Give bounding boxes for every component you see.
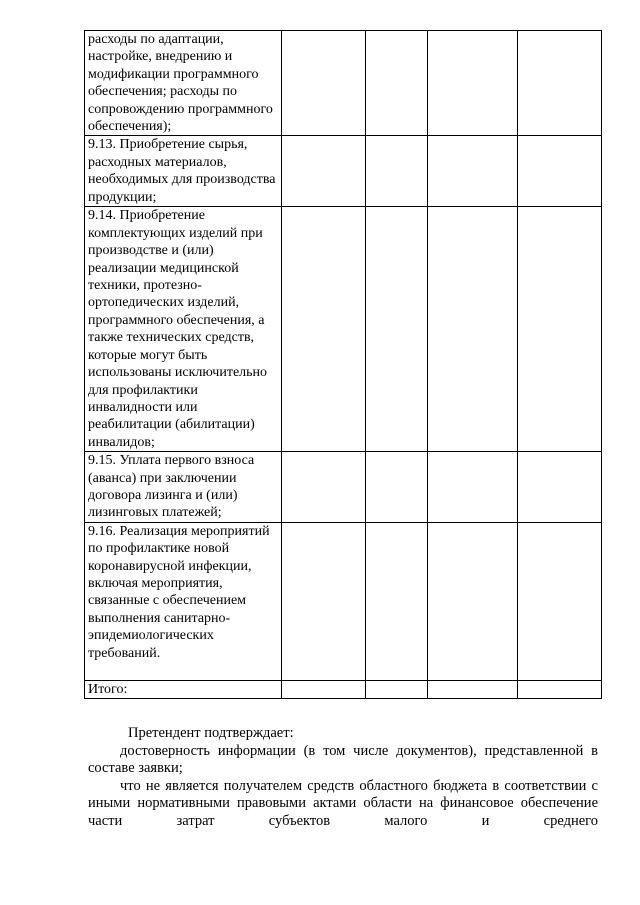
table-cell bbox=[428, 452, 518, 523]
table-cell bbox=[366, 31, 428, 136]
table-cell bbox=[366, 452, 428, 523]
table-row bbox=[85, 452, 602, 523]
table-cell bbox=[428, 522, 518, 680]
table-cell bbox=[518, 31, 602, 136]
table-row bbox=[85, 31, 602, 136]
table-cell bbox=[428, 136, 518, 207]
table-cell bbox=[366, 207, 428, 452]
expenses-table bbox=[84, 30, 602, 699]
table-row-total bbox=[85, 680, 602, 698]
table-cell bbox=[282, 136, 366, 207]
table-cell bbox=[282, 452, 366, 523]
table-cell bbox=[428, 680, 518, 698]
row-label: 9.13. Приобретение сырья, расходных материалов, необходимых для производства продукции; bbox=[85, 136, 282, 207]
table-cell bbox=[428, 207, 518, 452]
total-label: Итого: bbox=[85, 680, 282, 698]
table-row bbox=[85, 522, 602, 680]
declaration-item: что не является получателем средств областного бюджета в соответствии с иными нормативными правовыми актами области на финансовое обеспечение части затрат субъектов малого и среднего bbox=[88, 777, 598, 829]
table-cell bbox=[518, 452, 602, 523]
row-label: 9.16. Реализация мероприятий по профилактике новой коронавирусной инфекции, включая мероприятия, связанные с обеспечением выполнения санитарно-эпидемиологических требований. bbox=[85, 522, 282, 680]
table-cell bbox=[282, 31, 366, 136]
table-cell bbox=[282, 522, 366, 680]
table-cell bbox=[282, 680, 366, 698]
table-cell bbox=[518, 207, 602, 452]
row-label: 9.14. Приобретение комплектующих изделий при производстве и (или) реализации медицинской техники, протезно-ортопедических изделий, программного обеспечения, а также технических средств, которые могут быть использованы исключительно для профилактики инвалидности или реабилитации (абилитации) инвалидов; bbox=[85, 207, 282, 452]
declaration-intro: Претендент подтверждает: bbox=[128, 725, 294, 741]
table-cell bbox=[282, 207, 366, 452]
row-label: 9.15. Уплата первого взноса (аванса) при заключении договора лизинга и (или) лизинговых платежей; bbox=[85, 452, 282, 523]
table-cell bbox=[518, 680, 602, 698]
table-cell bbox=[518, 522, 602, 680]
table-row bbox=[85, 207, 602, 452]
row-label: расходы по адаптации, настройке, внедрению и модификации программного обеспечения; расходы по сопровождению программного обеспечения); bbox=[85, 31, 282, 136]
table-cell bbox=[518, 136, 602, 207]
table-cell bbox=[366, 522, 428, 680]
table-cell bbox=[366, 680, 428, 698]
table-row bbox=[85, 136, 602, 207]
table-cell bbox=[428, 31, 518, 136]
table-cell bbox=[366, 136, 428, 207]
declaration-text bbox=[88, 725, 598, 831]
declaration-item: достоверность информации (в том числе документов), представленной в составе заявки; bbox=[88, 742, 598, 777]
